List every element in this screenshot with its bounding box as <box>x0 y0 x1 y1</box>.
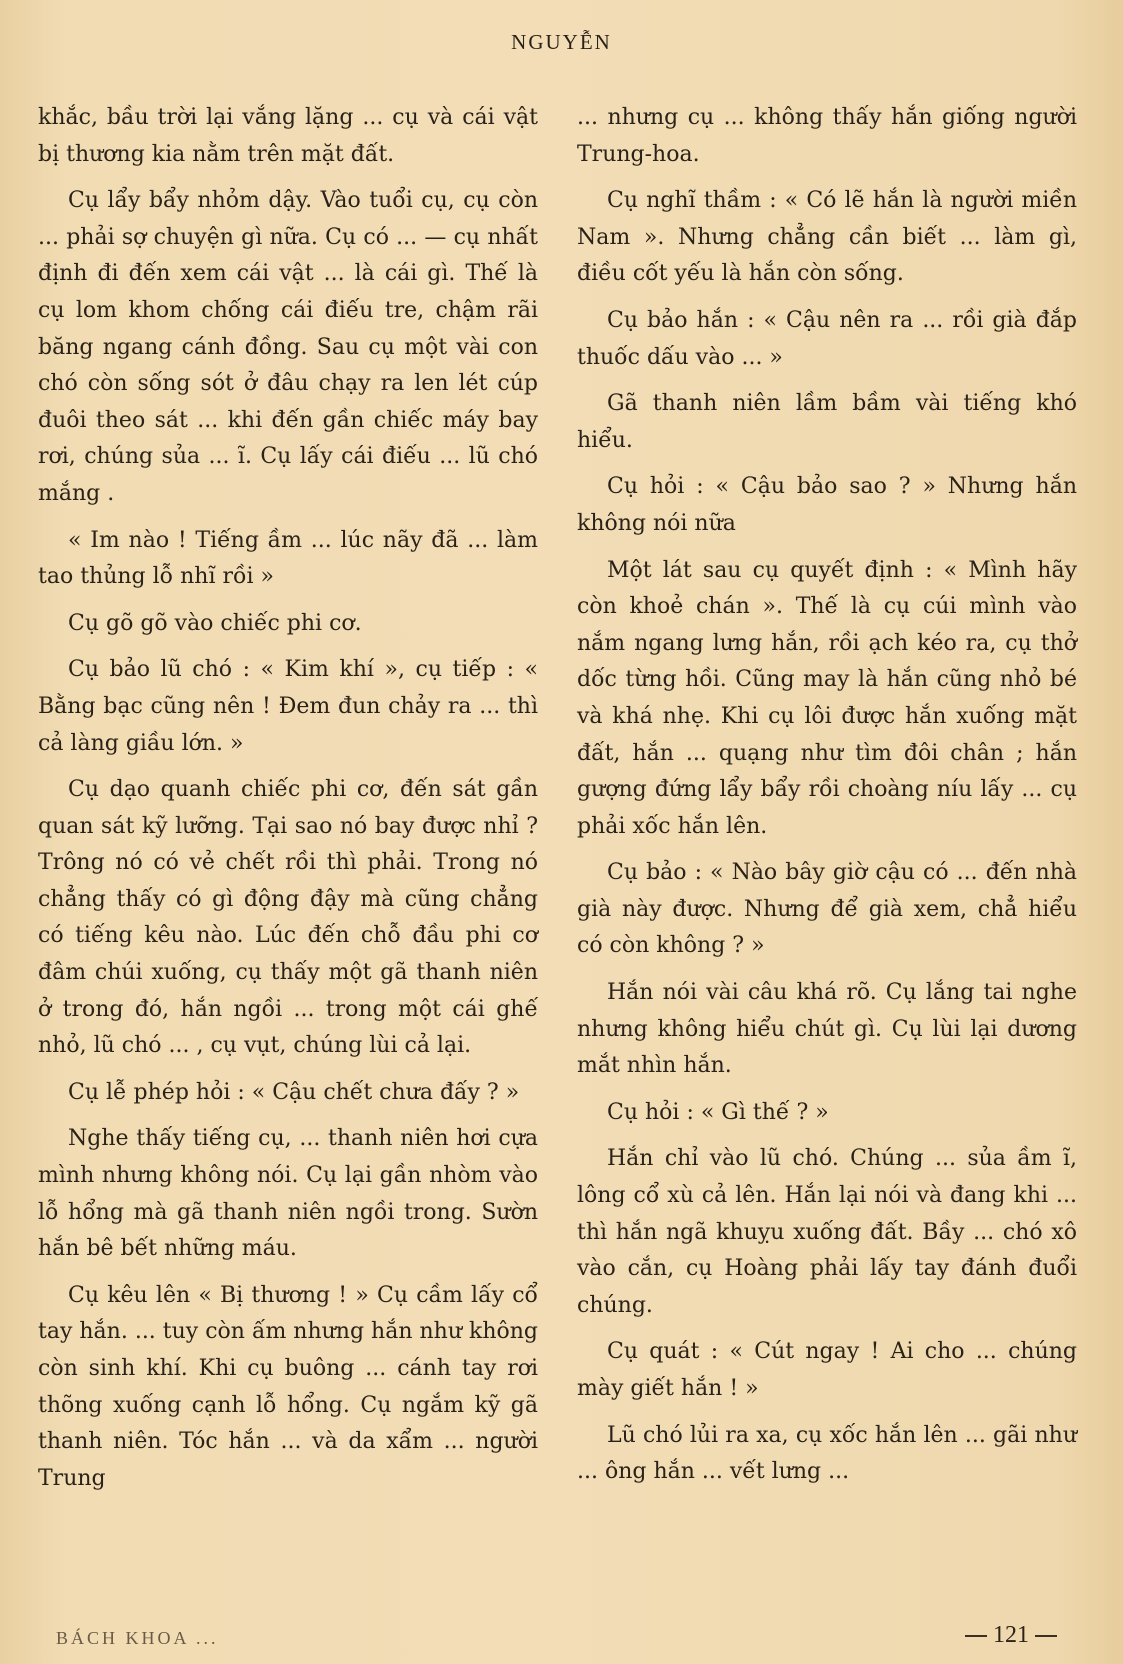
footer-text: BÁCH KHOA ... <box>56 1628 219 1648</box>
right-column <box>577 100 1077 1501</box>
paragraph: Cụ quát : « Cút ngay ! Ai cho ... chúng mày giết hắn ! » <box>577 1339 1077 1401</box>
paragraph: ... nhưng cụ ... không thấy hắn giống người Trung-hoa. <box>577 105 1077 167</box>
left-column <box>38 100 538 1507</box>
paragraph: « Im nào ! Tiếng ầm ... lúc nãy đã ... làm tao thủng lỗ nhĩ rồi » <box>38 527 538 590</box>
paragraph: Một lát sau cụ quyết định : « Mình hãy còn khoẻ chán ». Thế là cụ cúi mình vào nắm ngang lưng hắn, rồi ạch kéo ra, cụ thở dốc từng hồi. Cũng may là hắn cũng nhỏ bé và khá nhẹ. Khi cụ lôi được hắn xuống mặt đất, hắn ... quạng như tìm đôi chân ; hắn gượng đứng lẩy bẩy rồi choàng níu lấy ... cụ phải xốc hắn lên. <box>577 557 1077 839</box>
paragraph: Cụ lẩy bẩy nhỏm dậy. Vào tuổi cụ, cụ còn ... phải sợ chuyện gì nữa. Cụ có ... — cụ nhất định đi đến xem cái vật ... là cái gì. Thế là cụ lom khom chống cái điếu tre, chậm rãi băng ngang cánh đồng. Sau cụ một vài con chó còn sống sót ở đâu chạy ra len lét cúp đuôi theo sát ... khi đến gần chiếc máy bay rơi, chúng sủa ... ĩ. Cụ lấy cái điếu ... lũ chó mắng . <box>38 188 538 506</box>
paragraph: Cụ gõ gõ vào chiếc phi cơ. <box>68 610 362 636</box>
paragraph: Nghe thấy tiếng cụ, ... thanh niên hơi cựa mình nhưng không nói. Cụ lại gần nhòm vào lỗ hổng mà gã thanh niên ngồi trong. Sườn hắn bê bết những máu. <box>38 1126 538 1262</box>
paragraph: Cụ bảo lũ chó : « Kim khí », cụ tiếp : « Bằng bạc cũng nên ! Đem đun chảy ra ... thì cả làng giầu lớn. » <box>38 657 538 756</box>
paragraph: Gã thanh niên lầm bầm vài tiếng khó hiểu. <box>577 391 1077 453</box>
paragraph: Cụ hỏi : « Cậu bảo sao ? » Nhưng hắn không nói nữa <box>577 474 1077 536</box>
paragraph: Cụ bảo : « Nào bây giờ cậu có ... đến nhà già này được. Nhưng để già xem, chẳ hiểu có còn không ? » <box>577 860 1077 959</box>
paragraph: Cụ nghĩ thầm : « Có lẽ hắn là người miền Nam ». Nhưng chẳng cần biết ... làm gì, điều cốt yếu là hắn còn sống. <box>577 188 1077 287</box>
paragraph: Cụ bảo hắn : « Cậu nên ra ... rồi già đắp thuốc dấu vào ... » <box>577 307 1077 370</box>
paragraph: Hắn nói vài câu khá rõ. Cụ lắng tai nghe nhưng không hiểu chút gì. Cụ lùi lại dương mắt nhìn hắn. <box>577 980 1077 1079</box>
paragraph: Cụ kêu lên « Bị thương ! » Cụ cầm lấy cổ tay hắn. ... tuy còn ấm nhưng hắn như không còn sinh khí. Khi cụ buông ... cánh tay rơi thõng xuống cạnh lỗ hổng. Cụ ngắm kỹ gã thanh niên. Tóc hắn ... và da xẩm ... người Trung <box>38 1282 538 1491</box>
paragraph: Cụ hỏi : « Gì thế ? » <box>607 1099 829 1125</box>
paragraph: Lũ chó lủi ra xa, cụ xốc hắn lên ... gãi như ... ông hắn ... vết lưng ... <box>577 1422 1077 1485</box>
paragraph: Hắn chỉ vào lũ chó. Chúng ... sủa ầm ĩ, lông cổ xù cả lên. Hắn lại nói và đang khi ... thì hắn ngã khuỵu xuống đất. Bầy ... chó xô vào cắn, cụ Hoàng phải lấy tay đánh đuổi chúng. <box>577 1146 1077 1318</box>
paragraph: Cụ dạo quanh chiếc phi cơ, đến sát gần quan sát kỹ lưỡng. Tại sao nó bay được nhỉ ? Trông nó có vẻ chết rồi thì phải. Trong nó chẳng thấy có gì động đậy mà cũng chẳng có tiếng kêu nào. Lúc đến chỗ đầu phi cơ đâm chúi xuống, cụ thấy một gã thanh niên ở trong đó, hắn ngồi ... trong một cái ghế nhỏ, lũ chó ... , cụ vụt, chúng lùi cả lại. <box>38 777 538 1059</box>
page-number: 121 <box>959 1622 1063 1649</box>
paragraph: Cụ lễ phép hỏi : « Cậu chết chưa đấy ? » <box>68 1079 520 1105</box>
running-head: NGUYỄN <box>511 30 612 54</box>
page-footer <box>0 1622 1123 1658</box>
paragraph: khắc, bầu trời lại vắng lặng ... cụ và cái vật bị thương kia nằm trên mặt đất. <box>38 105 538 167</box>
